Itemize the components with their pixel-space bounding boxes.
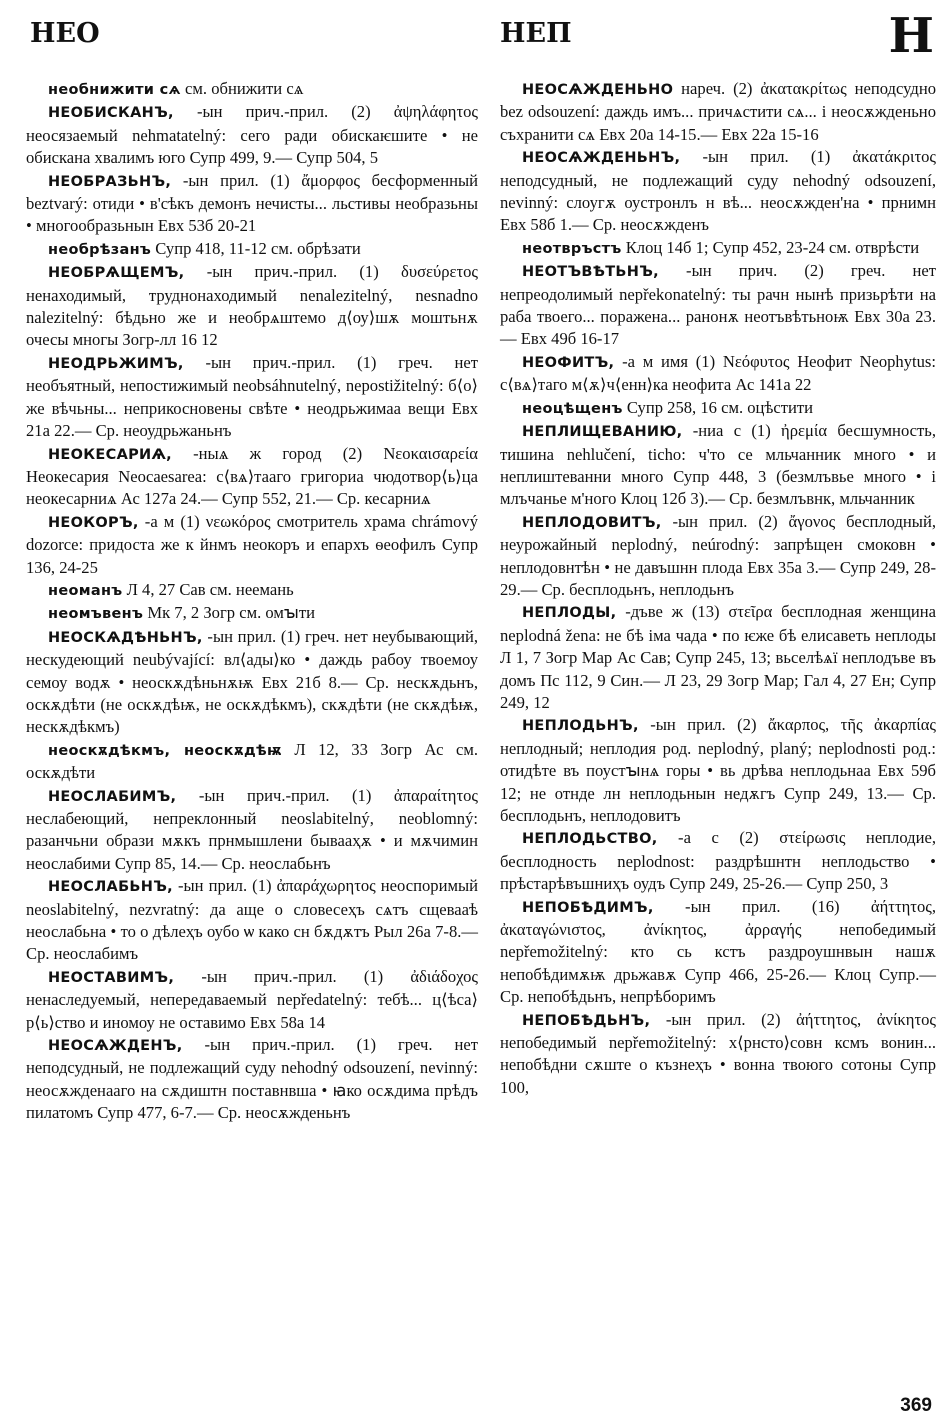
headword: НЕОСЛАБИМЪ, (48, 788, 177, 805)
dictionary-entry (26, 785, 478, 876)
entry-body: -а с (2) στείρωσις неплодие, бесплодность neplodnost: раздрѣшнтн неплодьство • прѣстарѣвъшниҳъ оудъ Супр 249, 25-26.— Супр 250, 3 (500, 828, 936, 894)
headword: НЕОСѦЖДЕНЪ, (48, 1038, 183, 1055)
headword: НЕПОБѢДИМЪ, (522, 899, 654, 916)
running-header-center: НЕП (500, 18, 572, 49)
headword: НЕОСКѦДѢНЬНЪ, (48, 629, 203, 646)
entry-body: -ын прич.-прил. (1) ἀδιάδοχος ненаследуемый, непередаваемый nepředatelný: тебѣ... ц⟨ѣса⟩р⟨ь⟩ство и иномоу не оставимо Евх 58а 14 (26, 966, 478, 1032)
dictionary-entry (26, 261, 478, 352)
dictionary-entry (26, 511, 478, 579)
right-column (500, 78, 936, 1099)
dictionary-entry (500, 260, 936, 351)
entry-body: Л 4, 27 Сав см. неемань (122, 579, 294, 599)
dictionary-entry (26, 602, 478, 625)
dictionary-entry (26, 170, 478, 238)
headword: необнижити сѧ (48, 82, 181, 98)
headword: НЕОТЪВѢТЬНЪ, (522, 264, 659, 281)
entry-body: Мк 7, 2 Зогр см. омꙑти (143, 603, 316, 623)
entry-body: -ын прил. (1) ἀκατάκριτος неподсудный, не подлежащий суду nehodný odsouzení, nevinný: слоугѫ оустронлъ н вѣ... неосѫжден'на • прнимн Евх 58б 1.— Ср. неосѫжденъ (500, 147, 936, 235)
headword: НЕОСѦЖДЕНЬНЪ, (522, 150, 681, 167)
dictionary-entry (500, 78, 936, 146)
entry-body: -ын прил. (2) ἄγονος бесплодный, неурожайный neplodný, neúrodný: запрѣщен смоковн • неплодовнтѣн • не давъшнн плода Евх 35а 3.— Супр 249, 28-29.— Ср. бесплодьнъ, неплодьнъ (500, 511, 936, 599)
dictionary-entry (26, 78, 478, 101)
headword: НЕОКЕСАРИѦ, (48, 446, 172, 463)
headword: НЕОСѦЖДЕНЬНО (522, 82, 674, 98)
entry-body: -ын прил. (2) ἀήττητος, ἀνίκητος непобедимый nepřemožitelný: х⟨рнсто⟩совн ксмъ вонин... непобѣдни сѫште о къзнеҳъ • вонна твоюго сотоны Супр 100, (500, 1009, 936, 1097)
headword: неомъвенъ (48, 606, 144, 623)
headword: НЕПОБѢДЬНЪ, (522, 1012, 651, 1029)
entry-body: нареч. (2) ἀκατακρίτως неподсудно bez odsouzení: даждь имъ... причѧстити сѧ... і неосѫжденьно съхранити сѧ Евх 20а 14-15.— Евх 22а 15-16 (500, 79, 936, 144)
dictionary-entry (500, 511, 936, 602)
headword: НЕОДРЬЖИМЪ, (48, 355, 184, 372)
entry-body: Супр 258, 16 см. оцѣстити (622, 397, 814, 417)
entry-body: -ын прич.-прил. (1) греч. нет необъятный, непостижимый neobsáhnutelný, nepostižitelný: б⟨о⟩же вѣчьны... неприкосновены свѣте • неодрьжимаа вещи Евх 21а 22.— Ср. неоудрьжаньнъ (26, 352, 478, 441)
entry-body: -а м имя (1) Νεόφυτος Неофит Neophytus: с⟨вѧ⟩таго м⟨ѫ⟩ч⟨енн⟩ка неофита Ас 141а 22 (500, 351, 936, 395)
headword: НЕПЛОДОВИТЪ, (522, 514, 662, 531)
dictionary-entry (26, 739, 478, 785)
dictionary-entry (500, 827, 936, 895)
entry-body: -ын прич. (2) греч. нет непреодолимый nepřekonatelný: ты рачн нынѣ призьрѣти на раба твоего... поражена... ранонѫ неотъвѣтьноѭ Евх 30а 23.— Евх 49б 16-17 (500, 261, 936, 349)
entry-body: -ын прил. (1) греч. нет неубывающий, нескудеющий neubývající: вл⟨ады⟩ко • даждь рабоу твоемоу семоу водѫ • неоскѫдѣньнѫѭ Евх 21б 8.— Ср. нескѫдьнъ, оскѫдѣти (не оскѫдѣѭ, не оскѫдѣкмъ), скѫдѣти (не скѫдѣѭ, нескѫдѣкмъ) (26, 626, 478, 737)
page-number: 369 (900, 1395, 932, 1416)
dictionary-entry (26, 579, 478, 602)
entry-body: -ын прил. (2) ἄκαρπος, τῆς ἀκαρπίας неплодный; неплодия род. neplodný, planý; neplodnosti род.: отидѣте въ поустꙑнѧ горы • вь дрѣва неплодьнаа Евх 59б 12; не отнде лн неплодьнын недѫгъ Супр 249, 13.— Ср. бесплодьнъ, неплодовитъ (500, 715, 936, 825)
entry-body: -ныѧ ж город (2) Νεοκαισαρεία Неокесария Neocaesarea: с⟨вѧ⟩тааго григориа чюдотвор⟨ь⟩ца неокесарниѧ Ас 127а 24.— Супр 552, 21.— Ср. кесарниѧ (26, 443, 478, 509)
entry-body: Л 12, 33 Зогр Ас см. оскѫдѣти (26, 739, 478, 783)
entry-body: -ын прил. (1) ἀπαράχωρητος неоспоримый neoslabitelný, nezvratný: да аще о словесеҳъ сѧтъ сщевааѣ неослабьна • то о дѣлеҳъ оубо ѡ како сн бѫдѫтъ Рыл 26а 7-8.— Ср. неослабимъ (26, 876, 478, 964)
entry-body: см. обнижити сѧ (180, 79, 304, 98)
headword: НЕПЛОДЫ, (522, 605, 617, 622)
running-header-left: НЕО (30, 18, 100, 49)
headword: НЕПЛИЩЕВАНИЮ, (522, 424, 683, 441)
dictionary-entry (26, 101, 478, 169)
dictionary-entry (26, 1034, 478, 1125)
headword: НЕОСТАВИМЪ, (48, 969, 175, 986)
entry-body: -а м (1) νεωκόρος смотритель храма chrámový dozorce: придоста же к йнмъ неокоръ и епархъ ѳеофилъ Супр 136, 24-25 (26, 511, 478, 577)
headword: неоманъ (48, 582, 123, 599)
dictionary-entry (500, 714, 936, 827)
headword: неотвръстъ (522, 240, 622, 257)
headword: НЕОБИСКАНЪ, (48, 105, 174, 122)
entry-body: -ын прич.-прил. (2) ἀψηλάφητος неосязаемый nehmatatelný: сего ради обискаѥшите • не обискана хвалимъ юго Супр 499, 9.— Супр 504, 5 (26, 102, 478, 168)
dictionary-entry (500, 420, 936, 511)
entry-body: -ниа с (1) ἠρεμία бесшумность, тишина nehlučení, ticho: ч'то се мльчанник много • и неплиштеванни много Супр 448, 3 (безмлъвье много • і млъчанье м'ного Клоц 12б 3).— Ср. безмлъвнк, мльчанник (500, 421, 936, 509)
entry-body: -ын прич.-прил. (1) δυσεύρετος ненаходимый, труднонаходимый nenalezitelný, nesnadno nalezitelný: бѣдьно же и необрѧштемо д⟨оу⟩шѫ моштьнѫ очесы многы Зогр-лл 16 12 (26, 262, 478, 350)
dictionary-entry (26, 966, 478, 1034)
entry-body: Супр 418, 11-12 см. обрѣзати (151, 238, 361, 258)
headword: неоцѣщенъ (522, 400, 623, 417)
headword: НЕОБРАЗЬНЪ, (48, 173, 172, 190)
headword: НЕОБРѦЩЕМЪ, (48, 265, 185, 282)
dictionary-entry (500, 601, 936, 714)
dictionary-entry (26, 875, 478, 966)
headword: необрѣзанъ (48, 241, 152, 258)
headword: НЕПЛОДЬСТВО, (522, 831, 658, 848)
dictionary-entry (500, 351, 936, 397)
dictionary-entry (500, 896, 936, 1009)
headword: НЕОСЛАБЬНЪ, (48, 879, 173, 896)
dictionary-entry (26, 443, 478, 511)
headword: НЕПЛОДЬНЪ, (522, 718, 639, 735)
dictionary-entry (26, 238, 478, 261)
headword: НЕОФИТЪ, (522, 354, 615, 371)
dictionary-entry (500, 146, 936, 237)
dictionary-entry (26, 626, 478, 739)
section-letter: Н (888, 8, 934, 64)
headword: НЕОКОРЪ, (48, 514, 139, 531)
entry-body: -дъве ж (13) στεῖρα бесплодная женщина neplodná žena: не бѣ іма чада • по ѥже бѣ елисаветь неплоды Л 1, 7 Зогр Мар Ас Сав; Супр 245, 13; вьселѣѧї неплодъве въ домъ Пс 112, 9 Син.— Л 23, 29 Зогр Мар; Гал 4, 27 Ен; Супр 249, 12 (500, 602, 936, 712)
headword: неоскѫдѣкмъ, неоскѫдѣѭ (48, 742, 282, 759)
entry-body: -ын прил. (16) ἀήττητος, ἀκαταγώνιστος, ἀνίκητος, ἀρραγής непобедимый nepřemožitelný: кто сь кстъ раздроушнвын нашѫ непобѣдимѫѭ дрьжавѫ Супр 466, 25-26.— Клоц Супр.— Ср. непобѣдьнъ, непрѣборимъ (500, 896, 936, 1007)
entry-body: -ын прич.-прил. (1) ἀπαραίτητος неслабеющий, непреклонный neoslabitelný, neoblomný: разанчьни образи мѫкъ прнмышлени бывааҳѫ • и мѫчимин неослабими Супр 85, 14.— Ср. неослабьнъ (26, 785, 478, 873)
entry-body: -ын прич.-прил. (1) греч. нет неподсудный, не подлежащий суду nehodný odsouzení, nevinný: неосѫжденааго на сѫдиштн поставнвша • ꙗко осѫдима прѣдъ пилатомъ Супр 477, 6-7.— Ср. неосѫжденьнъ (26, 1035, 478, 1123)
dictionary-entry (500, 237, 936, 260)
left-column (26, 78, 478, 1125)
entry-body: -ын прил. (1) ἄμορφος бесформенный beztvarý: отиди • в'сѣкъ демонъ нечисты... льстивы необразьны • многообразьнын Евх 53б 20-21 (26, 170, 478, 236)
entry-body: Клоц 14б 1; Супр 452, 23-24 см. отврѣсти (621, 237, 920, 257)
dictionary-entry (500, 1009, 936, 1100)
dictionary-entry (500, 397, 936, 420)
dictionary-entry (26, 352, 478, 443)
